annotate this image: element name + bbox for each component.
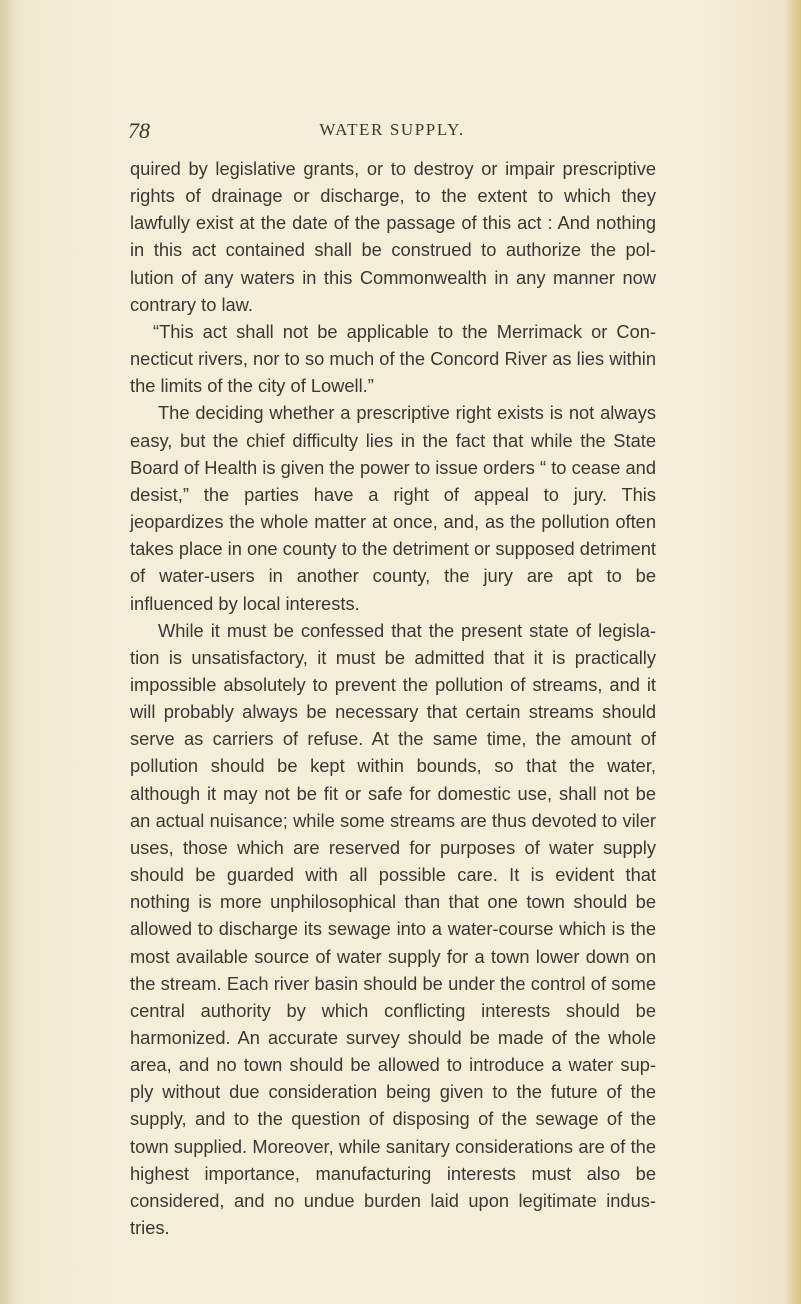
gutter-shadow <box>0 0 14 1304</box>
page-number: 78 <box>128 118 150 143</box>
body-text <box>130 155 656 1241</box>
paragraph-1: quired by legislative grants, or to destroy or impair prescriptive rights of drainage or discharge, to the extent to which they lawfully exist at the date of the passage of this act : And nothing in this act contained shall be construed to authorize the pol- lution of any waters in this Commonwealth in any manner now contrary to law. <box>130 158 656 315</box>
paragraph-3: The deciding whether a prescriptive right exists is not always easy, but the chief difficulty lies in the fact that while the State Board of Health is given the power to issue orders “ to cease and desist,” the parties have a right of appeal to jury. This jeopardizes the whole matter at once, and, as the pollution often takes place in one county to the detriment or supposed detriment of water-users in another county, the jury are apt to be influenced by local interests. <box>130 402 656 614</box>
page-edge <box>783 0 801 1304</box>
paragraph-2: “This act shall not be applicable to the Merrimack or Con- necticut rivers, nor to so much of the Concord River as lies within the limits of the city of Lowell.” <box>130 320 656 397</box>
running-head: WATER SUPPLY. <box>319 120 465 139</box>
paragraph-4: While it must be confessed that the present state of legisla- tion is unsatisfactory, it must be admitted that it is practically impossible absolutely to prevent the pollution of streams, and it will probably always be necessary that certain streams should serve as carriers of refuse. At the same time, the amount of pollution should be kept within bounds, so that the water, although it may not be fit or safe for domestic use, shall not be an actual nuisance; while some streams are thus devoted to viler uses, those which are reserved for purposes of water supply should be guarded with all possible care. It is evident that nothing is more unphilosophical than that one town should be allowed to discharge its sewage into a water-course which is the most available source of water supply for a town lower down on the stream. Each river basin should be under the control of some central authority by which conflicting interests should be harmonized. An accurate survey should be made of the whole area, and no town should be allowed to introduce a water sup- ply without due consideration being given to the future of the supply, and to the question of disposing of the sewage of the town supplied. Moreover, while sanitary considerations are of the highest importance, manufacturing interests must also be considered, and no undue burden laid upon legitimate indus- tries. <box>130 619 656 1239</box>
page-header <box>128 118 656 148</box>
